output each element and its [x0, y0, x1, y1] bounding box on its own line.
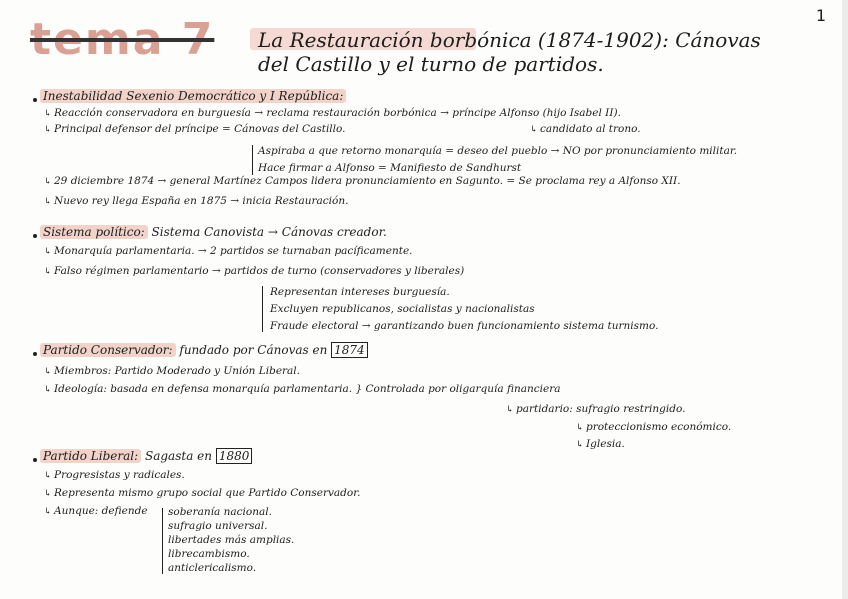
- s2-line-5: Fraude electoral → garantizando buen funcionamiento sistema turnismo.: [270, 320, 659, 332]
- arrow-icon: ↳: [506, 405, 514, 415]
- arrow-icon: ↳: [44, 367, 52, 377]
- bullet: [33, 98, 37, 102]
- section-4-heading: [40, 450, 252, 463]
- section-4-year: 1880: [216, 448, 253, 464]
- s1-line-3: Aspiraba a que retorno monarquía = deseo del pueblo → NO por pronunciamiento militar.: [258, 145, 738, 157]
- bracket: [252, 145, 253, 175]
- bullet: [33, 352, 37, 356]
- s4-item: sufragio universal.: [168, 520, 268, 532]
- arrow-icon: ↳: [44, 125, 52, 135]
- s1-line-1: Reacción conservadora en burguesía → reclama restauración borbónica → príncipe Alfonso (hijo Isabel II).: [54, 107, 621, 119]
- s3-line-3: partidario: sufragio restringido.: [516, 403, 686, 415]
- s3-line-2: Ideología: basada en defensa monarquía parlamentaria. } Controlada por oligarquía financiera: [54, 383, 561, 395]
- s1-line-5: 29 diciembre 1874 → general Martínez Campos lidera pronunciamiento en Sagunto. = Se proclama rey a Alfonso XII.: [54, 175, 681, 187]
- title-line-2: del Castillo y el turno de partidos.: [258, 52, 604, 76]
- section-4-heading-text: Partido Liberal:: [40, 449, 141, 463]
- s2-line-1: Monarquía parlamentaria. → 2 partidos se turnaban pacíficamente.: [54, 245, 413, 257]
- page-number: 1: [815, 6, 826, 25]
- arrow-icon: ↳: [44, 109, 52, 119]
- s4-item: anticlericalismo.: [168, 562, 257, 574]
- bullet: [33, 458, 37, 462]
- section-2-heading-text: Sistema político:: [40, 225, 148, 239]
- arrow-icon: ↳: [530, 125, 538, 135]
- section-1-heading-text: Inestabilidad Sexenio Democrático y I República:: [40, 89, 346, 103]
- arrow-icon: ↳: [44, 507, 52, 517]
- bracket: [162, 508, 163, 574]
- arrow-icon: ↳: [44, 177, 52, 187]
- bullet: [33, 234, 37, 238]
- arrow-icon: ↳: [576, 440, 584, 450]
- s4-item: librecambismo.: [168, 548, 250, 560]
- section-1-heading: [40, 90, 346, 103]
- s3-line-1: Miembros: Partido Moderado y Unión Liberal.: [54, 365, 301, 377]
- bracket: [262, 286, 263, 332]
- arrow-icon: ↳: [44, 197, 52, 207]
- arrow-icon: ↳: [576, 423, 584, 433]
- s4-item: soberanía nacional.: [168, 506, 272, 518]
- arrow-icon: ↳: [44, 471, 52, 481]
- section-2-heading-rest: Sistema Canovista → Cánovas creador.: [151, 225, 387, 239]
- s1-line-2: Principal defensor del príncipe = Cánovas del Castillo.: [54, 123, 346, 135]
- title-line-1: La Restauración borbónica (1874-1902): Cánovas: [258, 28, 761, 52]
- page-edge: [842, 0, 848, 599]
- section-3-heading-rest: fundado por Cánovas en: [179, 343, 328, 357]
- s2-line-4: Excluyen republicanos, socialistas y nacionalistas: [270, 303, 535, 315]
- arrow-icon: ↳: [44, 385, 52, 395]
- s1-line-6: Nuevo rey llega España en 1875 → inicia Restauración.: [54, 195, 349, 207]
- arrow-icon: ↳: [44, 489, 52, 499]
- arrow-icon: ↳: [44, 267, 52, 277]
- arrow-icon: ↳: [44, 247, 52, 257]
- s1-line-1b: candidato al trono.: [540, 123, 641, 135]
- tema-heading: tema 7: [30, 14, 215, 65]
- s4-line-1: Progresistas y radicales.: [54, 469, 185, 481]
- s3-line-5: Iglesia.: [586, 438, 625, 450]
- section-4-heading-rest: Sagasta en: [145, 449, 212, 463]
- s4-line-3: Aunque: defiende: [54, 505, 148, 517]
- s4-line-2: Representa mismo grupo social que Partido Conservador.: [54, 487, 361, 499]
- s2-line-2: Falso régimen parlamentario → partidos de turno (conservadores y liberales): [54, 265, 465, 277]
- section-3-year: 1874: [331, 342, 368, 358]
- section-3-heading: [40, 344, 368, 357]
- s3-line-4: proteccionismo económico.: [586, 421, 732, 433]
- s1-line-4: Hace firmar a Alfonso = Manifiesto de Sandhurst: [258, 162, 522, 174]
- s4-item: libertades más amplias.: [168, 534, 295, 546]
- section-3-heading-text: Partido Conservador:: [40, 343, 176, 357]
- section-2-heading: [40, 226, 387, 239]
- s2-line-3: Representan intereses burguesía.: [270, 286, 450, 298]
